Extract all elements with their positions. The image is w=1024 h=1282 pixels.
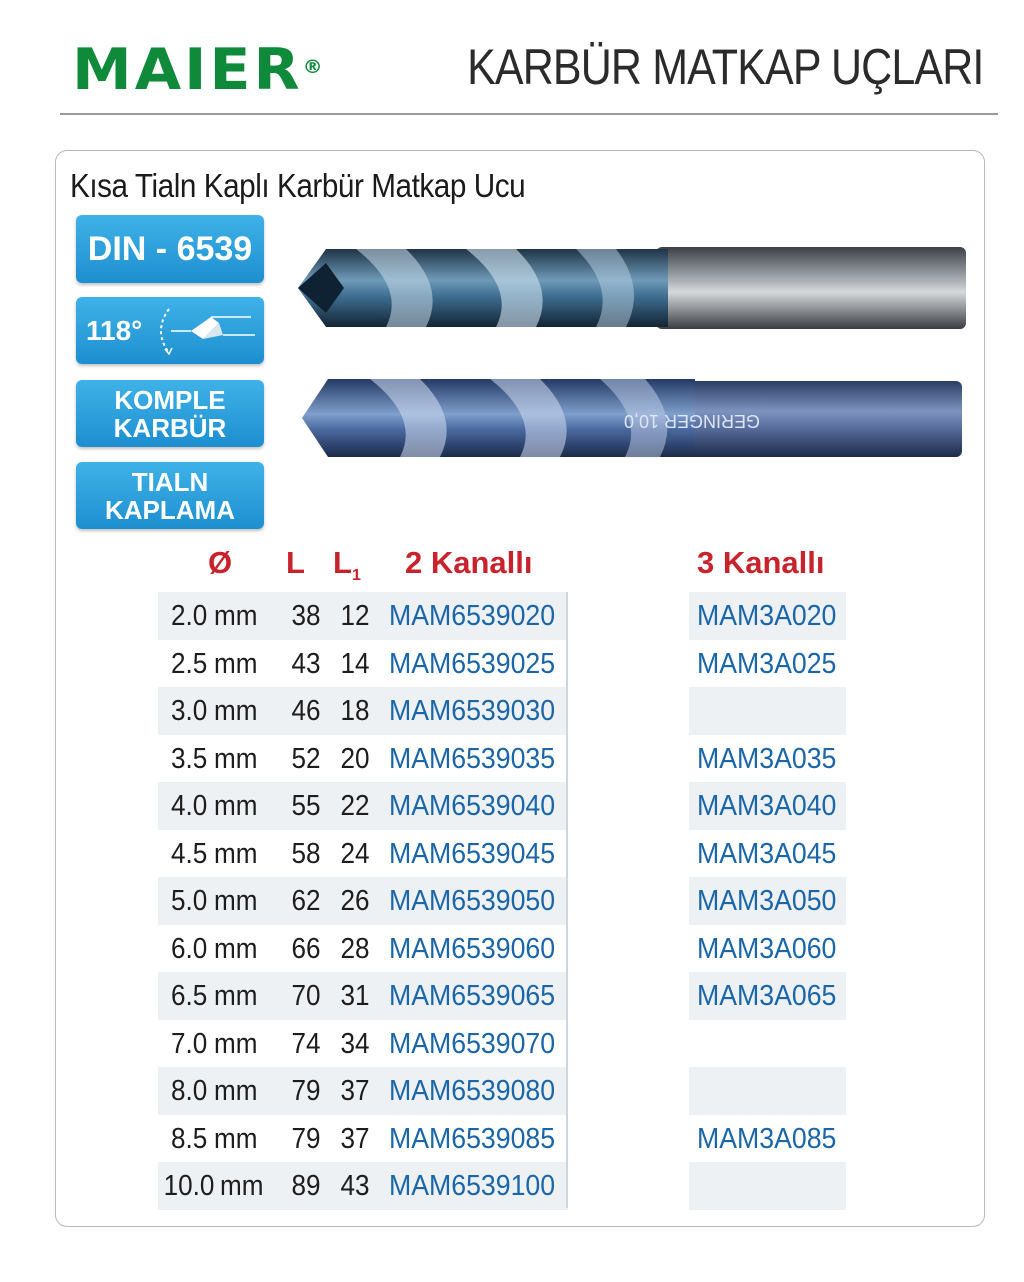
flute-length-cell: 14 xyxy=(340,647,370,680)
flute-length-cell: 20 xyxy=(340,742,370,775)
diameter-cell: 10.0 mm xyxy=(163,1170,264,1202)
diameter-cell: 4.0 mm xyxy=(171,790,258,822)
flute-length-cell: 37 xyxy=(340,1122,370,1155)
diameter-cell: 8.0 mm xyxy=(171,1075,258,1107)
flute-length-cell: 34 xyxy=(340,1027,370,1060)
table-row xyxy=(158,925,846,973)
table-row xyxy=(158,782,846,830)
length-cell: 89 xyxy=(291,1170,321,1202)
komple-karbur-badge: KOMPLE KARBÜR xyxy=(76,380,264,447)
table-row xyxy=(158,1020,846,1068)
diameter-cell: 6.0 mm xyxy=(171,932,258,965)
header-L1: $L_1$ xyxy=(333,545,361,585)
table-row xyxy=(158,640,846,688)
flute-length-cell: 12 xyxy=(340,600,370,632)
two-flute-code-cell: MAM6539025 xyxy=(389,647,556,680)
three-flute-code-cell: MAM3A035 xyxy=(697,742,837,775)
three-flute-code-cell: MAM3A065 xyxy=(697,980,837,1012)
three-flute-code-cell: MAM3A040 xyxy=(697,790,837,822)
diameter-cell: 2.0 mm xyxy=(171,600,258,632)
length-cell: 79 xyxy=(291,1122,321,1155)
two-flute-code-cell: MAM6539060 xyxy=(389,932,556,965)
three-flute-code-cell: MAM3A025 xyxy=(697,647,837,680)
diameter-cell: 3.0 mm xyxy=(171,695,258,727)
table-column-divider xyxy=(566,592,568,1208)
length-cell: 52 xyxy=(291,742,321,775)
three-flute-code-cell: MAM3A085 xyxy=(697,1122,837,1155)
diameter-cell: 7.0 mm xyxy=(171,1027,258,1060)
length-cell: 46 xyxy=(291,695,321,727)
two-flute-code-cell: MAM6539020 xyxy=(389,600,556,632)
flute-length-cell: 22 xyxy=(340,790,370,822)
length-cell: 79 xyxy=(291,1075,321,1107)
table-row xyxy=(158,1162,846,1210)
flute-length-cell: 31 xyxy=(340,980,370,1012)
table-row xyxy=(158,592,846,640)
three-flute-code-cell: MAM3A050 xyxy=(697,885,837,917)
two-flute-code-cell: MAM6539100 xyxy=(389,1170,556,1202)
length-cell: 55 xyxy=(291,790,321,822)
two-flute-code-cell: MAM6539050 xyxy=(389,885,556,917)
angle-value: 118° xyxy=(86,314,143,346)
registered-mark: ® xyxy=(302,54,323,78)
length-cell: 38 xyxy=(291,600,321,632)
two-flute-code-cell: MAM6539040 xyxy=(389,790,556,822)
flute-length-cell: 24 xyxy=(340,837,370,870)
length-cell: 66 xyxy=(291,932,321,965)
length-cell: 58 xyxy=(291,837,321,870)
length-cell: 43 xyxy=(291,647,321,680)
diameter-cell: 4.5 mm xyxy=(171,837,258,870)
flute-length-cell: 28 xyxy=(340,932,370,965)
diameter-cell: 5.0 mm xyxy=(171,885,258,917)
drill-image-top xyxy=(296,243,968,333)
two-flute-code-cell: MAM6539065 xyxy=(389,980,556,1012)
flute-length-cell: 18 xyxy=(340,695,370,727)
length-cell: 74 xyxy=(291,1027,321,1060)
diameter-cell: 3.5 mm xyxy=(171,742,258,775)
flute-length-cell: 26 xyxy=(340,885,370,917)
tialn-kaplama-badge: TIALN KAPLAMA xyxy=(76,462,264,529)
din-badge: DIN - 6539 xyxy=(76,215,264,283)
two-flute-code-cell: MAM6539035 xyxy=(389,742,556,775)
two-flute-code-cell: MAM6539030 xyxy=(389,695,556,727)
three-flute-code-cell: MAM3A060 xyxy=(697,932,837,965)
header-diameter: Ø xyxy=(208,545,233,580)
table-row xyxy=(158,687,846,735)
diameter-cell: 2.5 mm xyxy=(171,647,258,680)
flute-length-cell: 43 xyxy=(340,1170,370,1202)
three-flute-code-cell: MAM3A020 xyxy=(697,600,837,632)
drill-angle-icon xyxy=(151,301,261,361)
table-row xyxy=(158,1067,846,1115)
drill-marking: GERINGER 10,0 xyxy=(623,411,760,431)
header-L: L xyxy=(286,545,305,580)
diameter-cell: 6.5 mm xyxy=(171,980,258,1012)
table-row xyxy=(158,830,846,878)
two-flute-code-cell: MAM6539070 xyxy=(389,1027,556,1060)
two-flute-code-cell: MAM6539045 xyxy=(389,837,556,870)
brand-logo: MAIER® xyxy=(72,36,323,104)
table-row xyxy=(158,735,846,783)
two-flute-code-cell: MAM6539085 xyxy=(389,1122,556,1155)
two-flute-code-cell: MAM6539080 xyxy=(389,1075,556,1107)
length-cell: 62 xyxy=(291,885,321,917)
table-row xyxy=(158,877,846,925)
angle-badge xyxy=(76,297,264,364)
three-flute-code-cell: MAM3A045 xyxy=(697,837,837,870)
table-row xyxy=(158,972,846,1020)
section-title: Kısa Tialn Kaplı Karbür Matkap Ucu xyxy=(70,167,526,204)
length-cell: 70 xyxy=(291,980,321,1012)
drill-image-bottom xyxy=(300,375,964,461)
header-divider xyxy=(60,113,998,115)
flute-length-cell: 37 xyxy=(340,1075,370,1107)
table-row xyxy=(158,1115,846,1163)
header-two-flute: 2 Kanallı xyxy=(405,545,533,580)
diameter-cell: 8.5 mm xyxy=(171,1122,258,1155)
header-three-flute: 3 Kanallı xyxy=(697,545,825,580)
page-title: KARBÜR MATKAP UÇLARI xyxy=(467,39,984,95)
